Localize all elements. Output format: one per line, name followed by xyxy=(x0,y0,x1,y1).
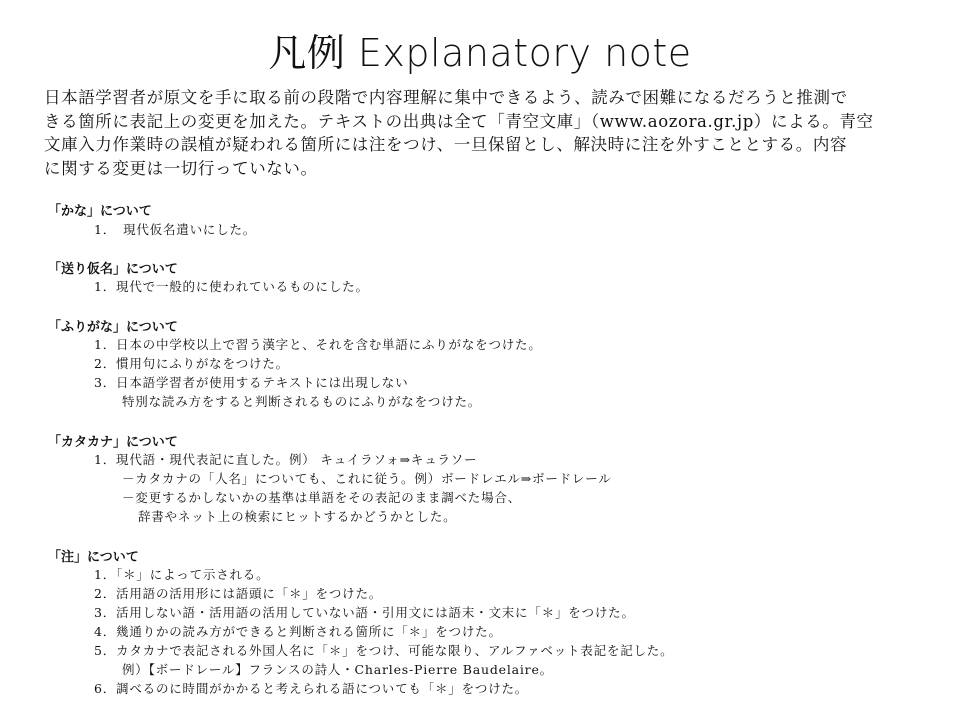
list-item: 3．日本語学習者が使用するテキストには出現しない xyxy=(94,375,409,390)
section-title-kana: 「かな」について xyxy=(48,204,152,219)
list-item: 5．カタカナで表記される外国人名に「＊」をつけ、可能な限り、アルファベット表記を記した。 xyxy=(94,643,674,658)
list-item-continuation: 辞書やネット上の検索にヒットするかどうかとした。 xyxy=(138,509,457,524)
section-title-notes: 「注」について xyxy=(48,550,139,565)
list-item: 1．現代で一般的に使われているものにした。 xyxy=(94,279,369,294)
list-subitem: －カタカナの「人名」についても、これに従う。例）ボードレエル⇒ボードレール xyxy=(122,471,612,486)
list-item: 1．現代語・現代表記に直した。例） キュイラソォ⇒キュラソー xyxy=(94,452,478,467)
list-item-example: 例）【ボードレール】フランスの詩人・Charles-Pierre Baudelaire。 xyxy=(122,662,553,677)
section-title-katakana: 「カタカナ」について xyxy=(48,435,178,450)
list-item: 3．活用しない語・活用語の活用していない語・引用文には語末・文末に「＊」をつけた。 xyxy=(94,605,635,620)
intro-line: 日本語学習者が原文を手に取る前の段階で内容理解に集中できるよう、読みで困難になるだろうと推測で xyxy=(44,88,848,107)
section-title-okurigana: 「送り仮名」について xyxy=(48,262,178,277)
list-item: 2．慣用句にふりがなをつけた。 xyxy=(94,356,289,371)
list-item-continuation: 特別な読み方をすると判断されるものにふりがなをつけた。 xyxy=(122,394,482,409)
list-item: 6．調べるのに時間がかかると考えられる語についても「＊」をつけた。 xyxy=(94,681,529,696)
intro-line: に関する変更は一切行っていない。 xyxy=(44,158,318,178)
list-item: 1．「＊」によって示される。 xyxy=(94,567,270,582)
list-subitem: －変更するかしないかの基準は単語をその表記のまま調べた場合、 xyxy=(122,490,522,505)
intro-line: 文庫入力作業時の誤植が疑われる箇所には注をつけ、一旦保留とし、解決時に注を外すこととする。内容 xyxy=(44,135,848,154)
section-title-furigana: 「ふりがな」について xyxy=(48,320,178,335)
intro-line: きる箇所に表記上の変更を加えた。テキストの出典は全て「青空文庫」（www.aozora.gr.jp）による。青空 xyxy=(44,111,874,131)
page-title: 凡例 Explanatory note xyxy=(268,31,692,75)
list-item: 1．日本の中学校以上で習う漢字と、それを含む単語にふりがなをつけた。 xyxy=(94,337,542,352)
list-item: 1． 現代仮名遣いにした。 xyxy=(94,222,257,237)
intro-paragraph xyxy=(44,86,924,180)
list-item: 2．活用語の活用形には語頭に「＊」をつけた。 xyxy=(94,586,383,601)
list-item: 4．幾通りかの読み方ができると判断される箇所に「＊」をつけた。 xyxy=(94,624,502,639)
